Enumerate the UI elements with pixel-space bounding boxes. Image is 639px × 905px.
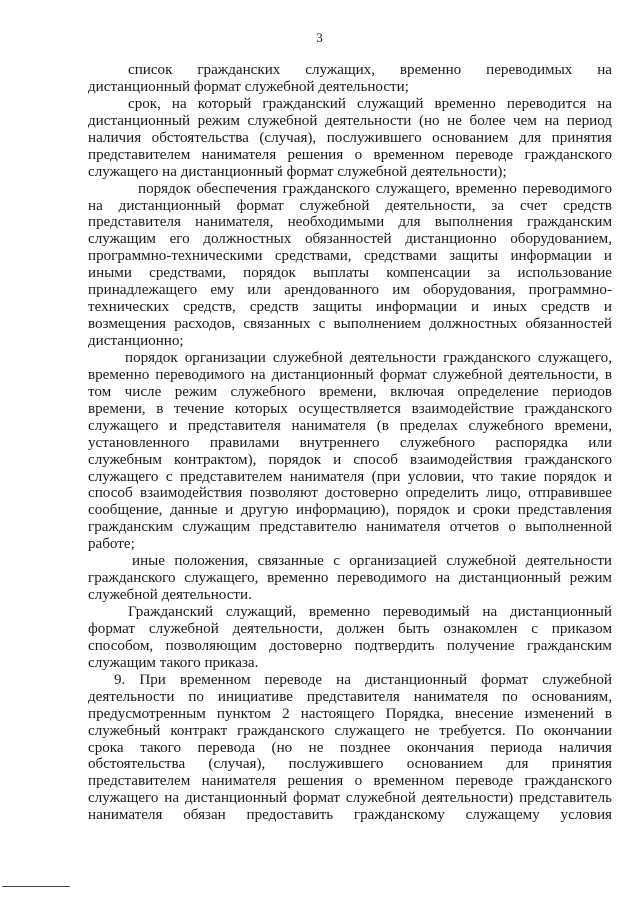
page-number: 3 [316,30,323,45]
text-line: порядок обеспечения гражданского служащего, временно переводимого [138,180,612,197]
document-body [88,62,612,824]
footer-divider [2,886,70,887]
text-line: обстоятельства (случая), послужившего основанием для принятия [88,756,612,773]
text-line: на дистанционный формат служебной деятельности, за счет средств [88,197,612,214]
text-line: наличия обстоятельства (случая), послужившего основанием для принятия [88,129,612,146]
text-line: способ взаимодействия позволяют достоверно определить лицо, отправившее [88,485,612,502]
text-line: нанимателя обязан предоставить гражданскому служащему условия [88,807,612,824]
text-line: гражданского служащего, временно переводимого на дистанционный режим [88,570,612,587]
text-line: служебной деятельности. [88,587,252,604]
text-line: служащим такого приказа. [88,654,259,671]
text-line: дистанционно; [88,333,184,349]
text-line: предусмотренным пунктом 2 настоящего Порядка, внесение изменений в [88,705,612,722]
text-line: служебный контракт гражданского служащего не требуется. По окончании [88,722,612,739]
text-line: служащего с представителем нанимателя (при условии, что такие порядок и [88,468,612,485]
text-line: срок, на который гражданский служащий временно переводится на [128,95,612,112]
text-line: служащего на дистанционный формат служебной деятельности) представитель [88,790,612,807]
text-line: деятельности по инициативе представителя нанимателя по основаниям, [88,688,612,705]
text-line: принадлежащего ему или арендованного им оборудования, программно- [88,282,612,299]
text-line: иными средствами, порядок выплаты компенсации за использование [88,265,612,282]
text-line: дистанционный режим служебной деятельности (но не более чем на период [88,112,612,129]
text-line: служебным контрактом), порядок и способ взаимодействия гражданского [88,451,612,468]
text-line: технических средств, средств защиты информации и иных средств и [88,299,612,316]
text-line: представителя нанимателя, необходимыми для выполнения гражданским [88,214,612,231]
text-line: иные положения, связанные с организацией служебной деятельности [132,553,612,570]
text-line: служащего и представителя нанимателя (в пределах служебного времени, [88,417,612,434]
text-line: гражданским служащим представителю нанимателя отчетов о выполненной [88,519,612,536]
text-line: представителем нанимателя решения о временном переводе гражданского [88,773,612,790]
text-line: Гражданский служащий, временно переводимый на дистанционный [128,604,612,620]
text-line: список гражданских служащих, временно переводимых на [128,62,612,78]
text-line: представителем нанимателя решения о временном переводе гражданского [88,146,612,163]
text-line: дистанционный формат служебной деятельности; [88,78,409,95]
text-line: формат служебной деятельности, должен быть ознакомлен с приказом [88,620,612,637]
text-line: срока такого перевода (но не позднее окончания периода наличия [88,739,612,756]
text-line: сообщение, данные и другую информацию), порядок и сроки представления [88,502,612,519]
text-line: работе; [88,536,135,553]
text-line: возмещения расходов, связанных с выполнением должностных обязанностей [88,316,612,333]
text-line: порядок организации служебной деятельности гражданского служащего, [125,349,612,366]
text-line: служащим его должностных обязанностей дистанционно оборудованием, [88,231,612,248]
text-line: времени, в течение которых осуществляется взаимодействие гражданского [88,400,612,417]
text-line: временно переводимого на дистанционный формат служебной деятельности, в [88,366,612,383]
text-line: установленного правилами внутреннего служебного распорядка или [88,434,612,451]
text-line: способом, позволяющим достоверно подтвердить получение гражданским [88,637,612,654]
text-line: 9. При временном переводе на дистанционный формат служебной [114,671,612,688]
text-line: служащего на дистанционный формат служебной деятельности); [88,163,507,180]
text-line: программно-техническими средствами, средствами защиты информации и [88,248,612,265]
text-line: том числе режим служебного времени, включая определение периодов [88,383,612,400]
